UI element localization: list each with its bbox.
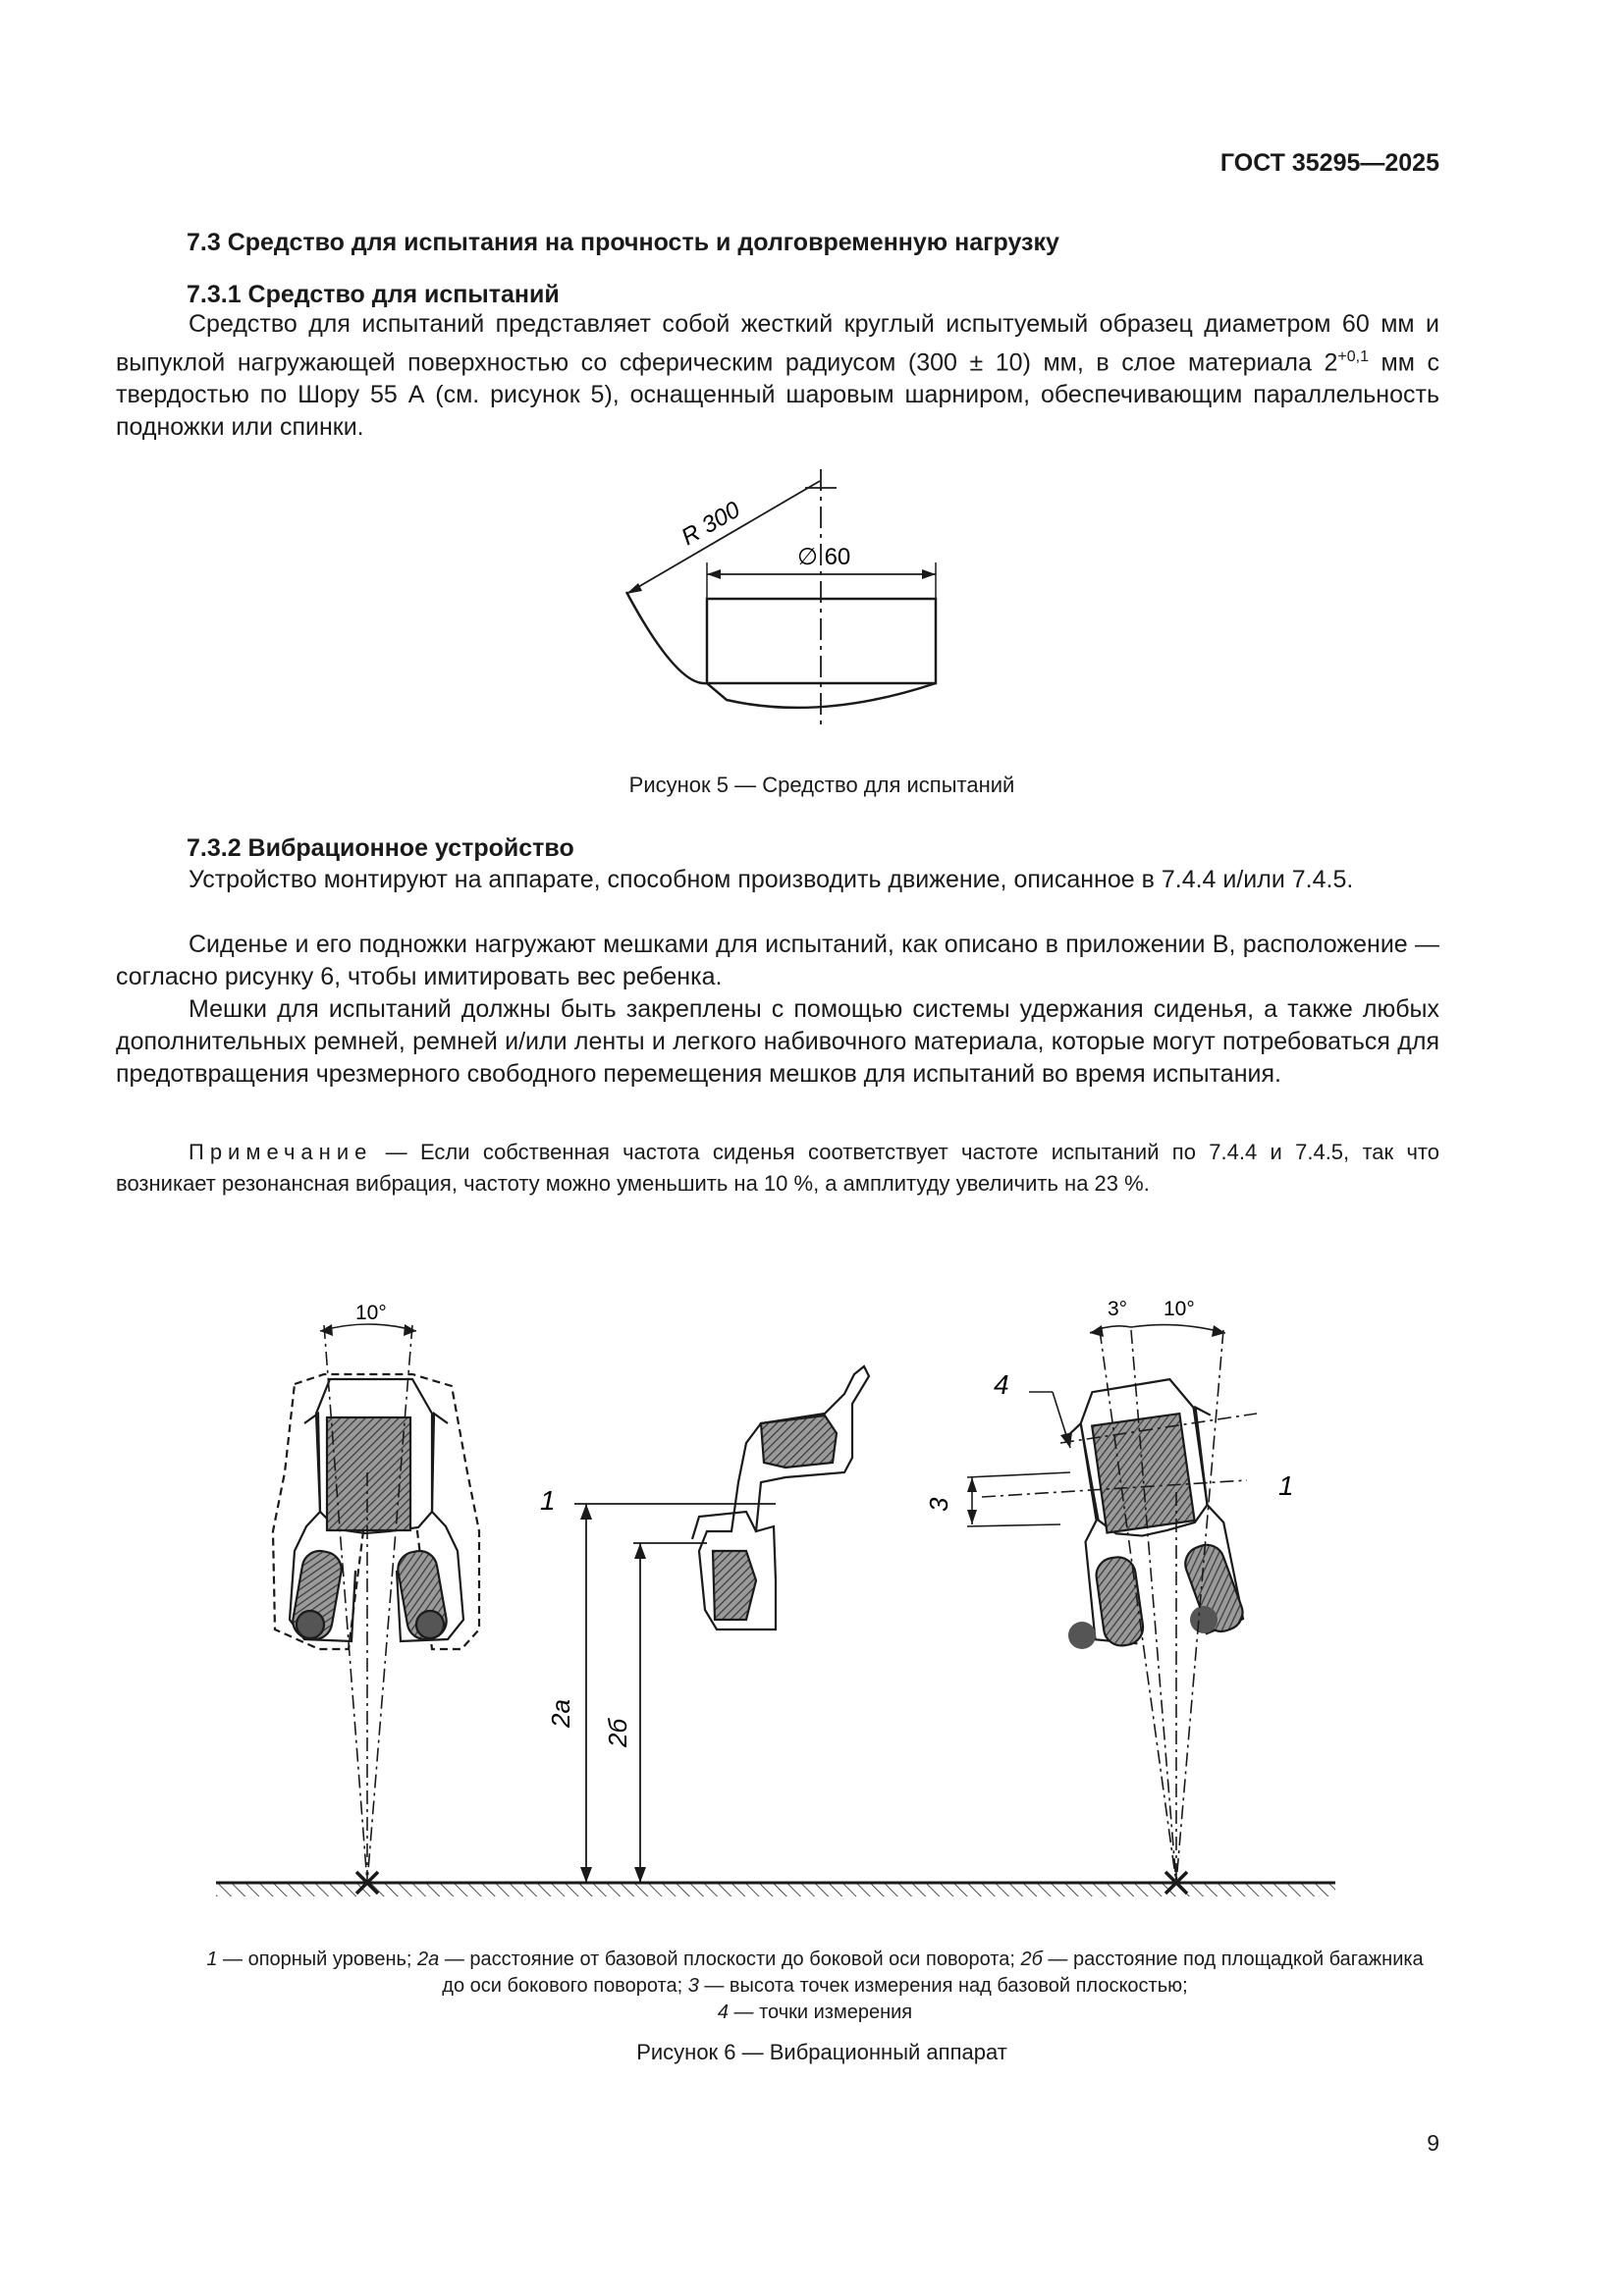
dimension-2a — [574, 1504, 628, 1883]
section-7-3-1-title: 7.3.1 Средство для испытаний — [187, 281, 560, 308]
legend-text-4: — точки измерения — [728, 2002, 913, 2023]
label-2a: 2a — [546, 1699, 575, 1728]
side-view-seat — [692, 1366, 869, 1629]
legend-text-1: — опорный уровень; — [217, 1949, 418, 1970]
tilted-seat — [1060, 1373, 1248, 1652]
label-1-left: 1 — [540, 1485, 556, 1516]
superscript: +0,1 — [1337, 348, 1369, 365]
paragraph-text: Средство для испытаний представляет собой жесткий круглый испытуемый образец диаметром 60 мм и выпуклой нагружающей поверхностью со сферическим радиусом (300 ± 10) мм, в слое материала 2 — [116, 310, 1439, 377]
figure-6-legend — [196, 1947, 1434, 2026]
side-seat-bag — [761, 1415, 837, 1468]
legend-text-2a: — расстояние от базовой плоскости до боковой оси поворота; — [439, 1949, 1021, 1970]
legend-key-2a: 2a — [417, 1949, 440, 1970]
paragraph-text-continued: мм с твердостью по Шору 55 А (см. рисунок 5), оснащенный шаровым шарниром, обеспечивающим параллельность подножки или спинки. — [116, 348, 1439, 442]
front-view-seat — [273, 1374, 479, 1649]
section-7-3-2-paragraph-1: Устройство монтируют на аппарате, способном производить движение, описанное в 7.4.4 и/или 7.4.5. — [189, 866, 1354, 893]
section-7-3-2-paragraph-2: Сиденье и его подножки нагружают мешками для испытаний, как описано в приложении В, расположение — согласно рисунку 6, чтобы имитировать вес ребенка. — [116, 931, 1439, 990]
label-2b: 2б — [603, 1718, 632, 1747]
label-4: 4 — [994, 1369, 1009, 1400]
angle-label-right-large: 10° — [1164, 1298, 1195, 1320]
diameter-label: ∅ 60 — [797, 544, 851, 570]
radius-line — [626, 481, 820, 594]
figure-6-drawing — [196, 1286, 1375, 1914]
arrowhead-right — [922, 569, 936, 579]
page-number: 9 — [1427, 2130, 1439, 2156]
section-7-3-title: 7.3 Средство для испытания на прочность и долговременную нагрузку — [187, 229, 1059, 256]
legend-key-3: 3 — [687, 1975, 699, 1997]
angle-label-left: 10° — [355, 1302, 387, 1324]
figure-5-caption: Рисунок 5 — Средство для испытаний — [628, 773, 1015, 797]
arrowhead-radius — [626, 583, 642, 594]
legend-key-2b: 2б — [1020, 1949, 1043, 1970]
section-7-3-2-paragraph-3: Мешки для испытаний должны быть закреплены с помощью системы удержания сиденья, а также любых дополнительных ремней, ремней и/или ленты и легкого набивочного материала, которые могут потребоваться для предотвращения чрезмерного свободного перемещения мешков для испытаний во время испытания. — [116, 995, 1439, 1088]
legend-key-1: 1 — [206, 1949, 218, 1970]
document-header: ГОСТ 35295—2025 — [1219, 149, 1439, 177]
label-1-right: 1 — [1278, 1470, 1294, 1501]
note-paragraph — [116, 1137, 1439, 1200]
note-label: Примечание — [189, 1140, 373, 1164]
legend-text-3: — высота точек измерения над базовой плоскостью; — [698, 1975, 1188, 1997]
spherical-surface-arc — [626, 592, 936, 708]
section-7-3-1-paragraph — [116, 308, 1439, 444]
figure-5-drawing — [589, 461, 962, 726]
figure-6-caption: Рисунок 6 — Вибрационный аппарат — [636, 2040, 1007, 2064]
note-text: — Если собственная частота сиденья соответствует частоте испытаний по 7.4.4 и 7.4.5, так что возникает резонансная вибрация, частоту можно уменьшить на 10 %, а амплитуду увеличить на 23 %. — [116, 1140, 1439, 1196]
arrowhead-left — [707, 569, 721, 579]
side-footrest-bag — [713, 1551, 756, 1620]
radius-label: R 300 — [677, 496, 745, 552]
legend-key-4: 4 — [717, 2002, 729, 2023]
angle-label-right-small: 3° — [1108, 1298, 1128, 1320]
label-3: 3 — [924, 1497, 953, 1512]
section-7-3-2-title: 7.3.2 Вибрационное устройство — [187, 834, 574, 862]
legend-text-2b: — расстояние под площадкой багажника до оси бокового поворота; — [442, 1949, 1424, 1997]
